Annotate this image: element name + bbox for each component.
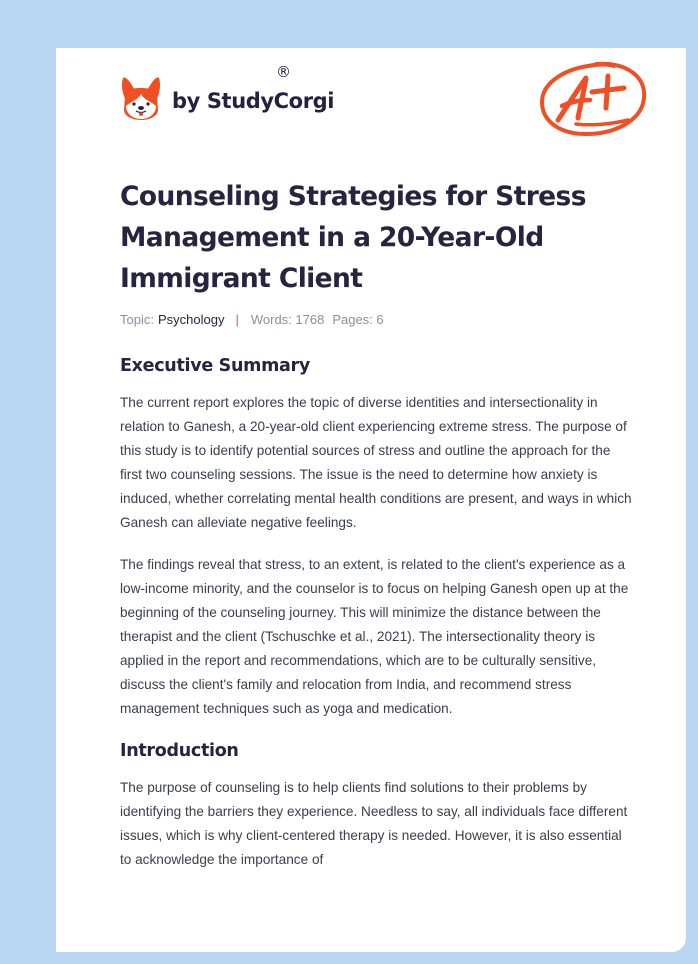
studycorgi-logo-link[interactable] <box>120 74 334 122</box>
paragraph: The findings reveal that stress, to an extent, is related to the client's experience as a low-income minority, and the counselor is to focus on helping Ganesh open up at the beginning of the counseling journey. This will minimize the distance between the therapist and the client (Tschuschke et al., 2021). The intersectionality theory is applied in the report and recommendations, which are to be culturally sensitive, discuss the client's family and relocation from India, and recommend stress management techniques such as yoga and medication. <box>120 557 629 716</box>
section-heading: Executive Summary <box>120 356 310 376</box>
topic-link[interactable]: Psychology <box>157 311 225 327</box>
word-count: Words: 1768 <box>250 311 325 327</box>
document-content <box>120 176 632 872</box>
paragraph: The purpose of counseling is to help clients find solutions to their problems by identifying the barriers they experience. Needless to say, all individuals face different issues, which is why client-centered therapy is needed. However, it is also essential to acknowledge the importance of <box>120 780 628 867</box>
corgi-head-icon <box>120 74 162 122</box>
registered-mark: ® <box>276 63 291 81</box>
page-header <box>56 48 686 168</box>
page-count: Pages: 6 <box>332 311 384 327</box>
meta-separator: | <box>235 311 239 327</box>
section-introduction <box>120 739 632 872</box>
document-title: Counseling Strategies for Stress Management in a 20-Year-Old Immigrant Client <box>120 181 586 294</box>
document-card <box>56 48 686 952</box>
topic-label: Topic: <box>120 311 154 327</box>
section-heading: Introduction <box>120 741 239 761</box>
paragraph: The current report explores the topic of diverse identities and intersectionality in relation to Ganesh, a 20-year-old client experiencing extreme stress. The purpose of this study is to identify potential sources of stress and outline the approach for the first two counseling sessions. The issue is the need to determine how anxiety is induced, whether correlating mental health conditions are present, and ways in which Ganesh can alleviate negative feelings. <box>120 395 632 530</box>
a-plus-grade-icon <box>536 58 650 140</box>
section-executive-summary <box>120 354 632 721</box>
brand-name: by StudyCorgi <box>172 89 335 113</box>
document-meta <box>120 309 632 329</box>
